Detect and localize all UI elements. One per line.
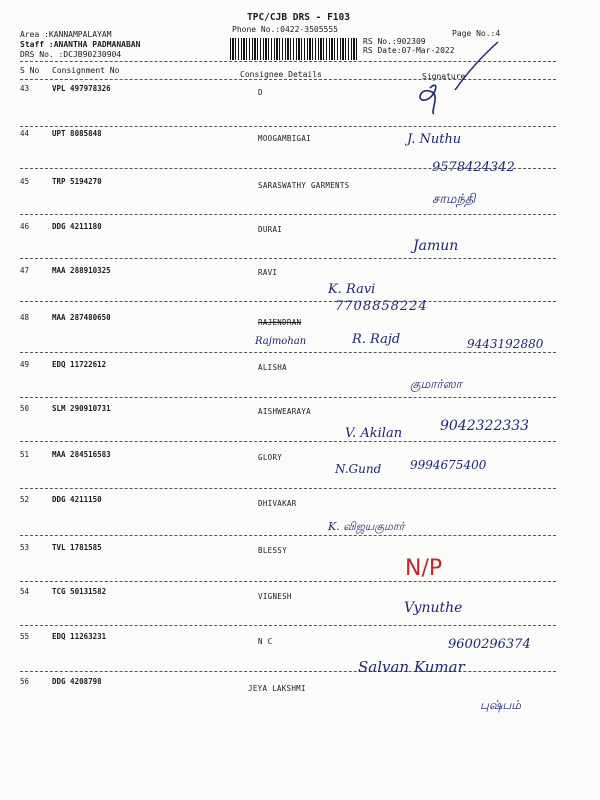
signature-row50: V. Akilan — [345, 426, 403, 441]
row-consignee: DHIVAKAR — [258, 499, 297, 508]
row-consignee: D — [258, 88, 263, 97]
col-consignment: Consignment No — [52, 66, 120, 75]
row-consignee: SARASWATHY GARMENTS — [258, 181, 350, 190]
signature-row52: K. விஜயகுமார் — [328, 520, 405, 533]
phone-row51: 9994675400 — [410, 458, 487, 472]
row-consignment: DDG 4208798 — [52, 677, 102, 686]
row-sno: 47 — [20, 266, 30, 275]
row-sno: 51 — [20, 450, 30, 459]
row-consignee: N C — [258, 637, 273, 646]
document-title: TPC/CJB DRS - F103 — [247, 12, 350, 23]
phone-number: Phone No.:0422-3505555 — [232, 25, 338, 34]
phone-row55: 9600296374 — [448, 637, 531, 652]
row-divider — [20, 397, 556, 398]
row-consignee: BLESSY — [258, 546, 287, 555]
row-consignee: ALISHA — [258, 363, 287, 372]
row-consignee: JEYA LAKSHMI — [248, 684, 306, 693]
row-consignee: DURAI — [258, 225, 283, 234]
row-divider — [20, 625, 556, 626]
page-number: Page No.:4 — [452, 29, 501, 38]
row-consignment: EDQ 11722612 — [52, 360, 107, 369]
signature-scribble — [410, 38, 520, 118]
row-divider — [20, 441, 556, 442]
signature-row44: J. Nuthu — [407, 132, 462, 147]
row-consignee: MOOGAMBIGAI — [258, 134, 311, 143]
not-present-mark: N/P — [405, 556, 443, 581]
signature-row46: Jamun — [413, 238, 459, 254]
row-consignment: TVL 1781585 — [52, 543, 102, 552]
row-sno: 52 — [20, 495, 30, 504]
phone-row48: 9443192880 — [467, 337, 544, 351]
signature-row54: Vynuthe — [404, 600, 463, 616]
row-divider — [20, 535, 556, 536]
row-consignment: DDG 4211150 — [52, 495, 102, 504]
row-consignee: GLORY — [258, 453, 283, 462]
row-divider — [20, 671, 556, 672]
row-sno: 53 — [20, 543, 30, 552]
row-consignment: UPT 8085848 — [52, 129, 102, 138]
row-divider — [20, 258, 556, 259]
row-sno: 48 — [20, 313, 30, 322]
row-consignment: DDG 4211180 — [52, 222, 102, 231]
barcode — [230, 38, 358, 60]
row-divider — [20, 488, 556, 489]
row-consignment: TCG 50131582 — [52, 587, 107, 596]
row-consignment: EDQ 11263231 — [52, 632, 107, 641]
phone-row47: 7708858224 — [335, 299, 428, 314]
row-sno: 43 — [20, 84, 30, 93]
row-sno: 54 — [20, 587, 30, 596]
row-sno: 50 — [20, 404, 30, 413]
row-consignee: RAVI — [258, 268, 278, 277]
row-consignment: SLM 290910731 — [52, 404, 111, 413]
phone-row44: 9578424342 — [432, 160, 515, 175]
row-divider — [20, 352, 556, 353]
col-signature: Signature — [422, 72, 466, 81]
rs-date: RS Date:07-Mar-2022 — [363, 46, 455, 55]
row-divider — [20, 581, 556, 582]
row-sno: 45 — [20, 177, 30, 186]
staff-label: Staff :ANANTHA PADMANABAN — [20, 40, 141, 49]
row-sno: 44 — [20, 129, 30, 138]
row-sno: 46 — [20, 222, 30, 231]
row-consignment: MAA 288910325 — [52, 266, 111, 275]
area-label: Area :KANNAMPALAYAM — [20, 30, 112, 39]
signature-row55: Salvan Kumar — [358, 658, 465, 676]
signature-row56: புஷ்பம் — [480, 698, 521, 712]
col-consignee: Consignee Details — [240, 70, 322, 79]
signature-row47: K. Ravi — [328, 282, 376, 297]
col-sno: S No — [20, 66, 40, 75]
drs-number: DRS No. :DCJB90230904 — [20, 50, 122, 59]
row-consignment: TRP 5194270 — [52, 177, 102, 186]
phone-row50: 9042322333 — [440, 418, 530, 434]
signature-row51: N.Gund — [335, 462, 382, 476]
row-sno: 56 — [20, 677, 30, 686]
rs-number: RS No.:902309 — [363, 37, 426, 46]
row-consignment: VPL 497978326 — [52, 84, 111, 93]
signature-row49: குமார்ஸா — [410, 377, 462, 391]
signature-row45: சாமந்தி — [432, 192, 476, 207]
row-consignee: AISHWEARAYA — [258, 407, 311, 416]
row-divider — [20, 126, 556, 127]
row-divider — [20, 301, 556, 302]
row-sno: 55 — [20, 632, 30, 641]
writing-row48: Rajmohan — [255, 336, 307, 347]
row-divider — [20, 214, 556, 215]
row-consignee: VIGNESH — [258, 592, 292, 601]
row-consignment: MAA 287480650 — [52, 313, 111, 322]
row-sno: 49 — [20, 360, 30, 369]
row-consignee: RAJENDRAN — [258, 318, 302, 327]
row-consignment: MAA 284516583 — [52, 450, 111, 459]
signature-row48: R. Rajd — [352, 332, 401, 347]
